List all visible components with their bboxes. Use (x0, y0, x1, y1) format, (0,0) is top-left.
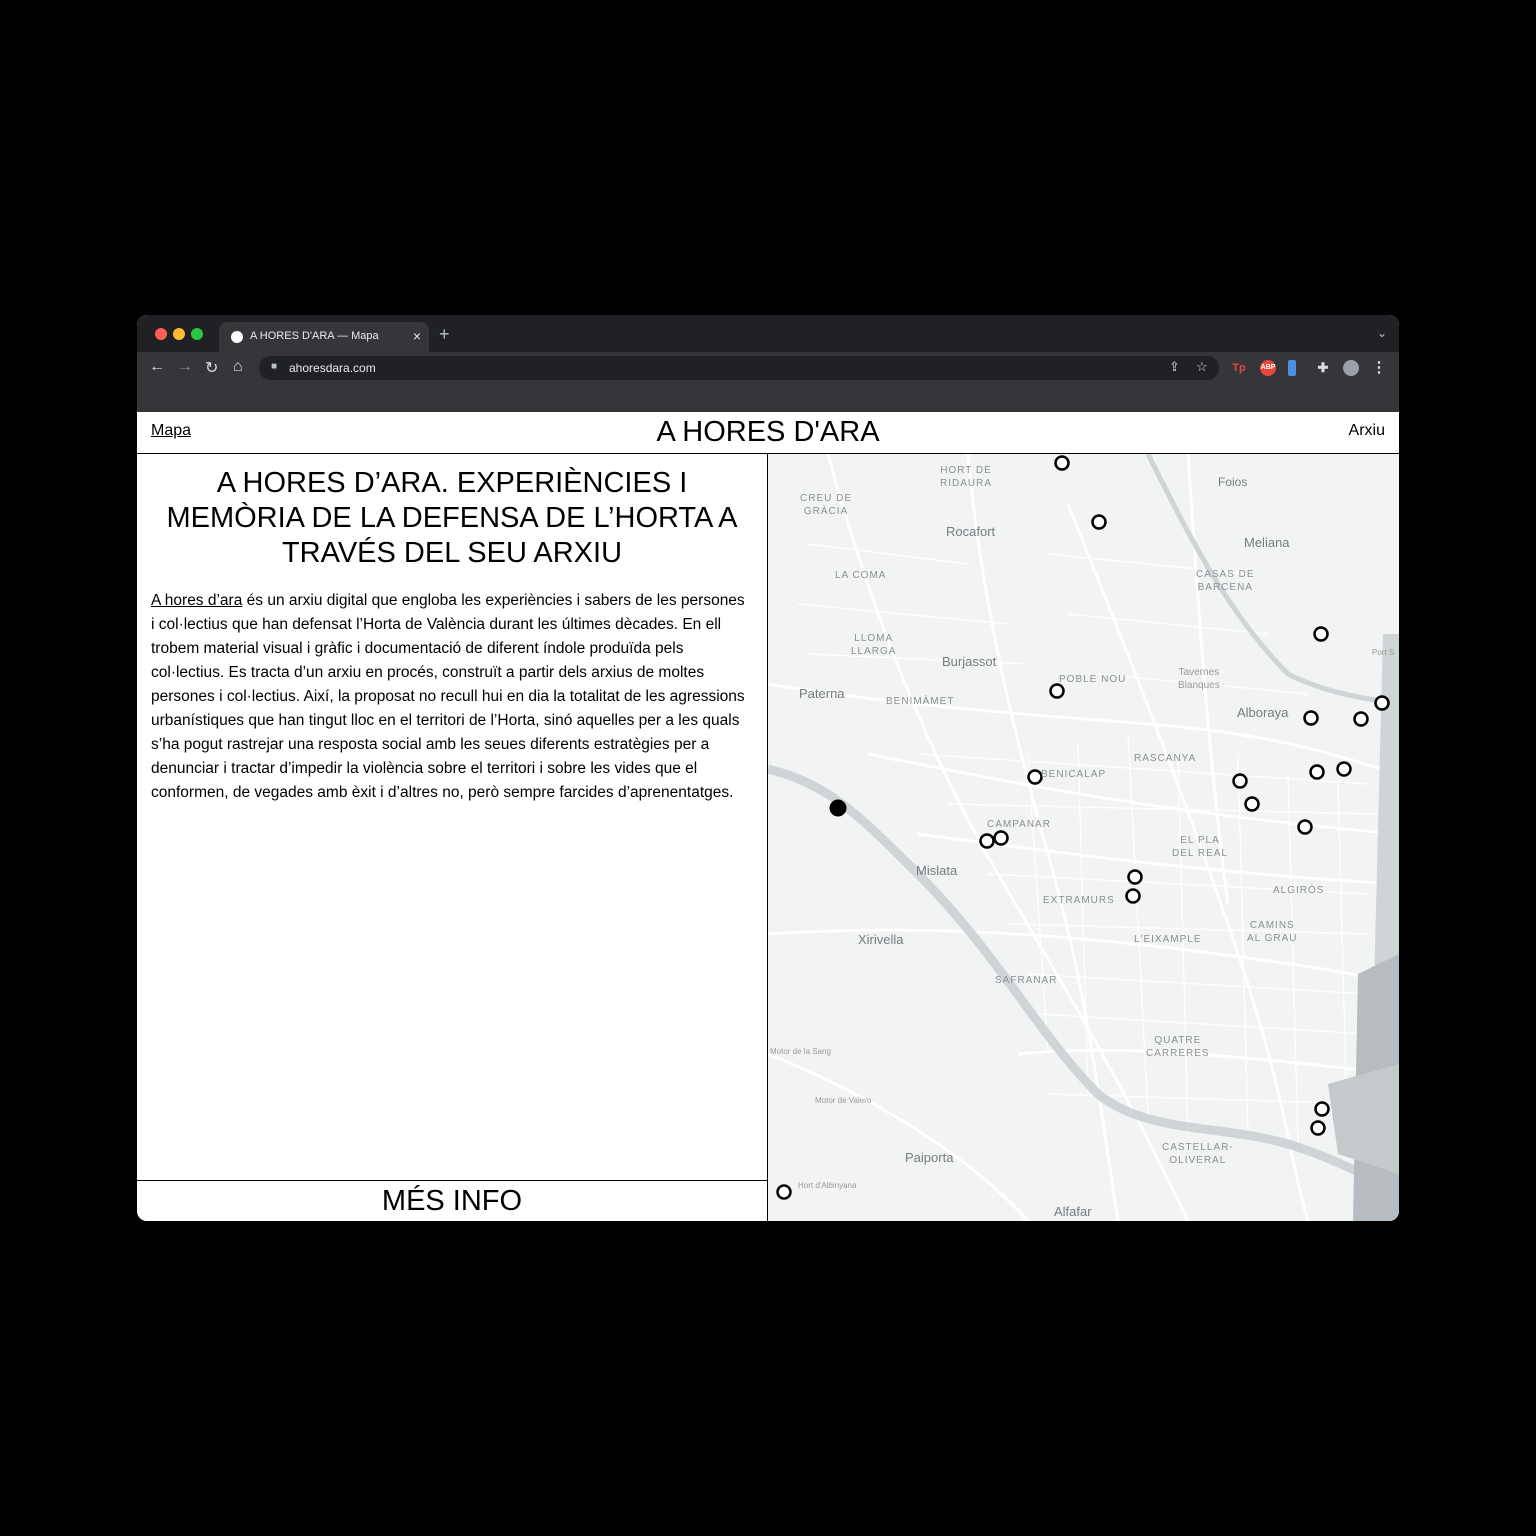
browser-menu-icon[interactable]: ⋮ (1371, 359, 1387, 376)
map-label: RASCANYA (1134, 753, 1197, 764)
map-marker[interactable] (1246, 798, 1259, 811)
map-marker[interactable] (1355, 713, 1368, 726)
map-marker[interactable] (1316, 1103, 1329, 1116)
extension-pen-icon[interactable] (1288, 360, 1296, 376)
map-label: ALGIRÒS (1273, 885, 1325, 896)
map-label: Alboraya (1237, 705, 1289, 720)
minimize-window-button[interactable] (173, 328, 185, 340)
map-label: EXTRAMURS (1043, 895, 1115, 906)
map-marker[interactable] (1299, 821, 1312, 834)
tab-list-chevron-icon[interactable]: ⌄ (1376, 326, 1387, 340)
map-label: BENIMÀMET (886, 696, 955, 707)
map-label: LA COMA (835, 570, 887, 581)
map-label: CAMINS AL GRAU (1247, 920, 1298, 944)
map-marker[interactable] (995, 832, 1008, 845)
back-arrow-icon[interactable]: ← (149, 358, 165, 375)
map-marker[interactable] (1234, 775, 1247, 788)
intro-paragraph (151, 589, 751, 805)
map-label: CASTELLAR- OLIVERAL (1162, 1142, 1234, 1166)
map-label: SAFRANAR (995, 975, 1058, 986)
new-tab-button[interactable]: + (439, 324, 450, 344)
map-label: Burjassot (942, 654, 997, 669)
site-title[interactable]: A HORES D'ARA (656, 416, 880, 448)
intro-panel (137, 454, 768, 1221)
map-label: CREU DE GRÀCIA (800, 493, 853, 517)
page-headline: A HORES D’ARA. EXPERIÈNCIES I MEMÒRIA DE LA DEFENSA DE L’HORTA A TRAVÉS DEL SEU ARXIU (166, 467, 738, 569)
web-page (137, 412, 1399, 1221)
map-marker[interactable] (981, 835, 994, 848)
intro-text: és un arxiu digital que engloba les experiències i sabers de les persones i col·lectius que han defensat l’Horta de València durant les últimes dècades. En ell trobem material visual i gràfic i documentació de diferent índole produïda pels col·lectius. Es tracta d’un arxiu en procés, construït a partir dels arxius de moltes persones i col·lectius. Així, la proposat no recull hui en dia la totalitat de les agressions urbanístiques que han tingut lloc en el territori de l’Horta, sinó aquelles per a les quals s’ha pogut rastrejar una resposta social amb les seues diferents estratègies per a denunciar i tractar d’impedir la violència sobre el territori i sobre les vides que el conformen, de vegades amb èxit i d’altres no, però sempre farcides d’aprenentatges. (151, 592, 745, 801)
extension-abp-icon[interactable]: ABP (1260, 360, 1276, 376)
reload-icon[interactable]: ↻ (205, 360, 219, 377)
map-label: Motor de Valero (815, 1096, 872, 1105)
url-text: ahoresdara.com (289, 361, 376, 375)
map-marker[interactable] (1312, 1122, 1325, 1135)
map-marker[interactable] (1051, 685, 1064, 698)
lock-icon: ■ (271, 361, 278, 372)
close-window-button[interactable] (155, 328, 167, 340)
map-label: EL PLA DEL REAL (1172, 835, 1228, 859)
bookmark-star-icon[interactable]: ☆ (1196, 359, 1208, 374)
map-label: Paterna (799, 686, 845, 701)
nav-link-mapa[interactable]: Mapa (151, 422, 192, 439)
map-marker[interactable] (1305, 712, 1318, 725)
map-marker[interactable] (1338, 763, 1351, 776)
extensions-puzzle-icon[interactable]: ✚ (1317, 360, 1329, 375)
map-label: Tavernes Blanques (1178, 667, 1220, 691)
map-view[interactable] (768, 454, 1399, 1221)
map-label: Hort d'Albinyana (798, 1181, 857, 1190)
map-marker[interactable] (1127, 890, 1140, 903)
map-marker[interactable] (1029, 771, 1042, 784)
map-label: QUATRE CARRERES (1146, 1035, 1210, 1059)
browser-window (137, 315, 1399, 1221)
map-label: HORT DE RIDAURA (940, 465, 993, 489)
maximize-window-button[interactable] (191, 328, 203, 340)
browser-tab[interactable] (219, 322, 429, 352)
map-label: L'EIXAMPLE (1134, 934, 1202, 945)
map-label: Rocafort (946, 524, 996, 539)
extension-tp-icon[interactable]: Tp (1232, 362, 1246, 374)
profile-avatar-icon[interactable] (1343, 360, 1359, 376)
map-marker[interactable] (1093, 516, 1106, 529)
map-label: Xirivella (858, 932, 904, 947)
nav-link-arxiu[interactable]: Arxiu (1348, 422, 1385, 439)
map-label: Mislata (916, 863, 958, 878)
browser-toolbar (137, 352, 1399, 384)
map-label: POBLE NOU (1059, 674, 1127, 685)
map-label: Paiporta (905, 1150, 954, 1165)
tab-close-icon[interactable]: × (412, 328, 421, 344)
more-info-button[interactable]: MÉS INFO (137, 1180, 767, 1221)
window-controls (155, 328, 203, 340)
map-label: Port S (1372, 648, 1395, 657)
map-marker[interactable] (778, 1186, 791, 1199)
forward-arrow-icon[interactable]: → (177, 358, 193, 375)
map-marker[interactable] (831, 801, 846, 816)
intro-link[interactable]: A hores d’ara (151, 592, 243, 609)
map-label: Motor de la Sang (770, 1047, 831, 1056)
map-label: Alfafar (1054, 1204, 1092, 1219)
map-label: Meliana (1244, 535, 1290, 550)
map-marker[interactable] (1056, 457, 1069, 470)
address-bar[interactable] (259, 356, 1219, 380)
map-marker[interactable] (1376, 697, 1389, 710)
map-label: CAMPANAR (987, 819, 1051, 830)
map-label: CASAS DE BARCENA (1196, 569, 1255, 593)
map-marker[interactable] (1315, 628, 1328, 641)
map-label: BENICALAP (1041, 769, 1107, 780)
bookmarks-bar (137, 384, 1399, 412)
tab-title: A HORES D'ARA — Mapa (250, 330, 379, 342)
favicon-icon (231, 331, 243, 343)
browser-titlebar (137, 315, 1399, 352)
map-marker[interactable] (1311, 766, 1324, 779)
map-marker[interactable] (1129, 871, 1142, 884)
share-icon[interactable]: ⇪ (1169, 359, 1180, 374)
home-icon[interactable]: ⌂ (233, 358, 243, 375)
site-header (137, 412, 1399, 454)
map-label: LLOMA LLARGA (851, 633, 897, 657)
map-label: Foios (1218, 475, 1248, 489)
